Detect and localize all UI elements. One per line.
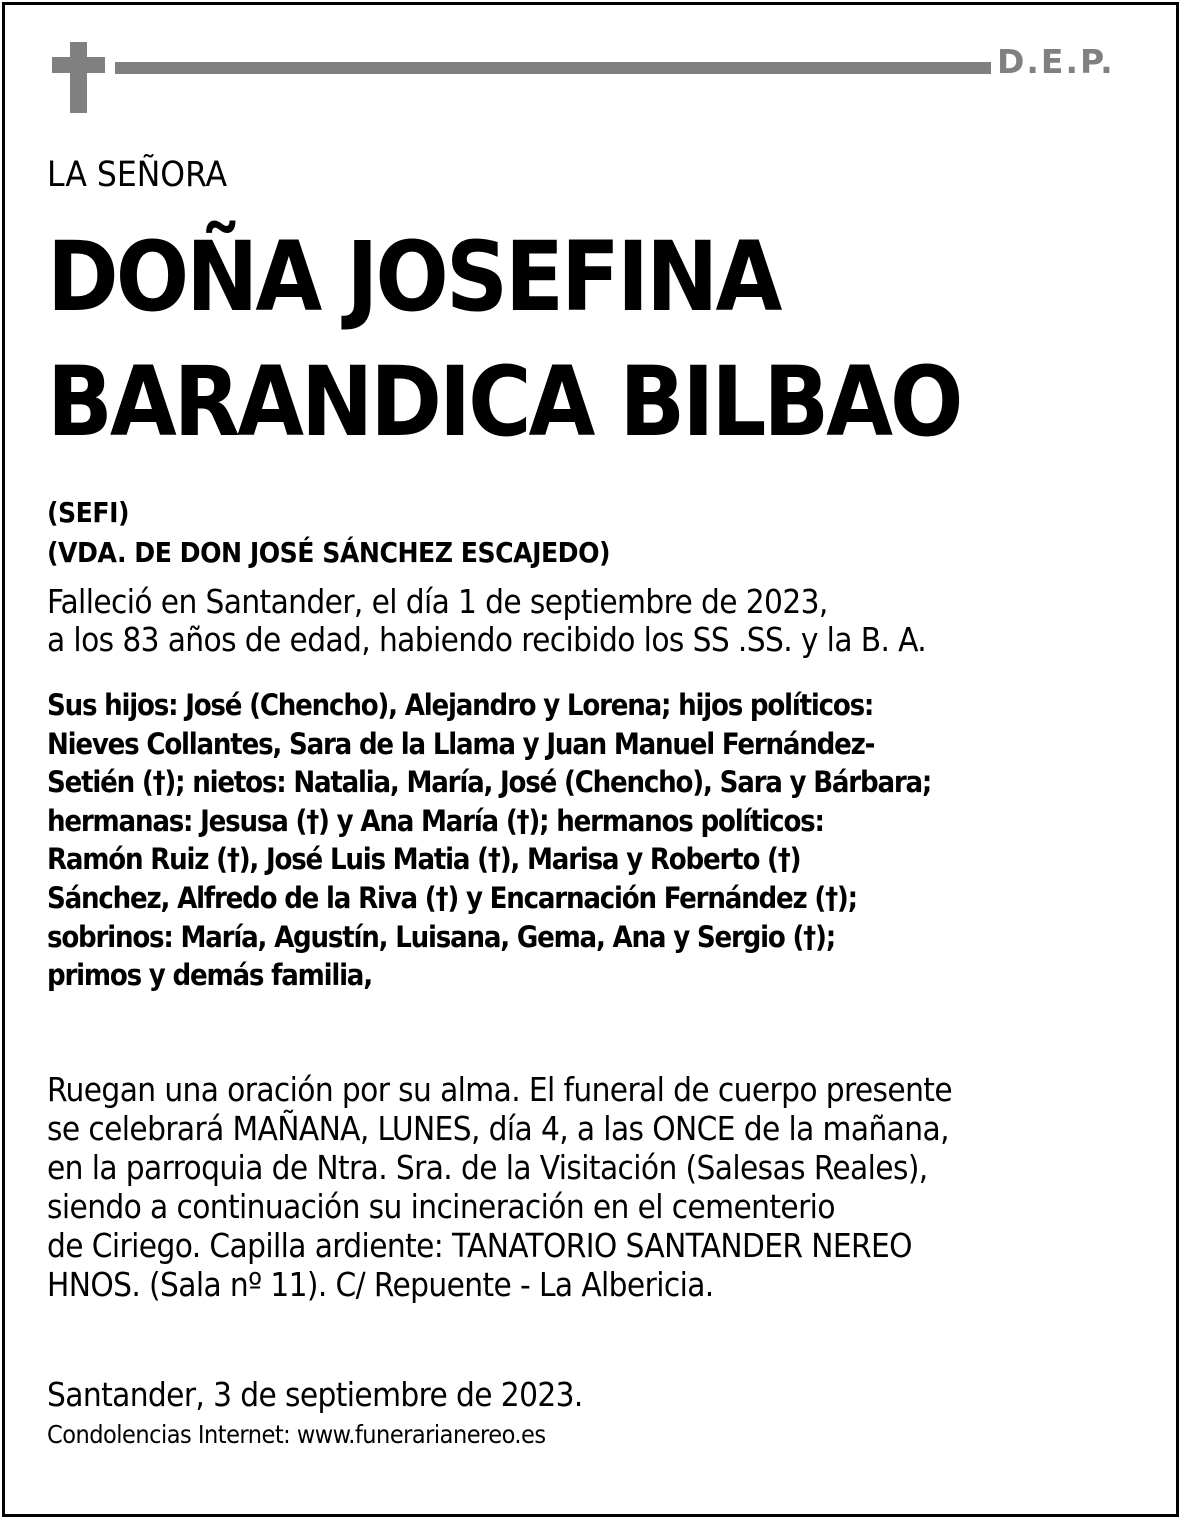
family-line: Ramón Ruiz (†), José Luis Matia (†), Marisa y Roberto (†) [47,842,801,877]
funeral-details [47,1070,952,1304]
condolences-line: Condolencias Internet: www.funerarianereo.es [47,1420,546,1449]
family-line: Sánchez, Alfredo de la Riva (†) y Encarnación Fernández (†); [47,880,857,915]
dep-label: D.E.P. [997,42,1115,81]
family-list [47,686,931,995]
funeral-line: de Ciriego. Capilla ardiente: TANATORIO SANTANDER NEREO [47,1226,912,1265]
intro-label: LA SEÑORA [47,155,228,195]
death-notice-line: a los 83 años de edad, habiendo recibido los SS .SS. y la B. A. [47,620,927,659]
nickname: (SEFI) [47,496,129,529]
family-line: Setién (†); nietos: Natalia, María, José (Chencho), Sara y Bárbara; [47,765,932,800]
place-date: Santander, 3 de septiembre de 2023. [47,1375,583,1414]
family-line: primos y demás familia, [47,958,372,993]
death-notice [47,583,926,659]
deceased-name-line-2: BARANDICA BILBAO [47,346,961,458]
deceased-name-line-1: DOÑA JOSEFINA [47,221,780,333]
family-line: sobrinos: María, Agustín, Luisana, Gema, Ana y Sergio (†); [47,919,835,954]
family-line: Sus hijos: José (Chencho), Alejandro y Lorena; hijos políticos: [47,688,874,722]
funeral-line: siendo a continuación su incineración en el cementerio [47,1187,835,1226]
family-line: hermanas: Jesusa (†) y Ana María (†); hermanos políticos: [47,803,824,838]
funeral-line: se celebrará MAÑANA, LUNES, día 4, a las ONCE de la mañana, [47,1109,949,1148]
funeral-line: HNOS. (Sala nº 11). C/ Repuente - La Albericia. [47,1265,714,1304]
funeral-line: en la parroquia de Ntra. Sra. de la Visitación (Salesas Reales), [47,1148,928,1187]
cross-icon-bar [52,57,105,73]
funeral-line: Ruegan una oración por su alma. El funeral de cuerpo presente [47,1070,952,1109]
cross-icon [70,42,87,113]
death-notice-line: Falleció en Santander, el día 1 de septiembre de 2023, [47,582,828,621]
widow-of: (VDA. DE DON JOSÉ SÁNCHEZ ESCAJEDO) [47,536,611,569]
family-line: Nieves Collantes, Sara de la Llama y Juan Manuel Fernández- [47,726,875,761]
header-rule [115,62,991,74]
